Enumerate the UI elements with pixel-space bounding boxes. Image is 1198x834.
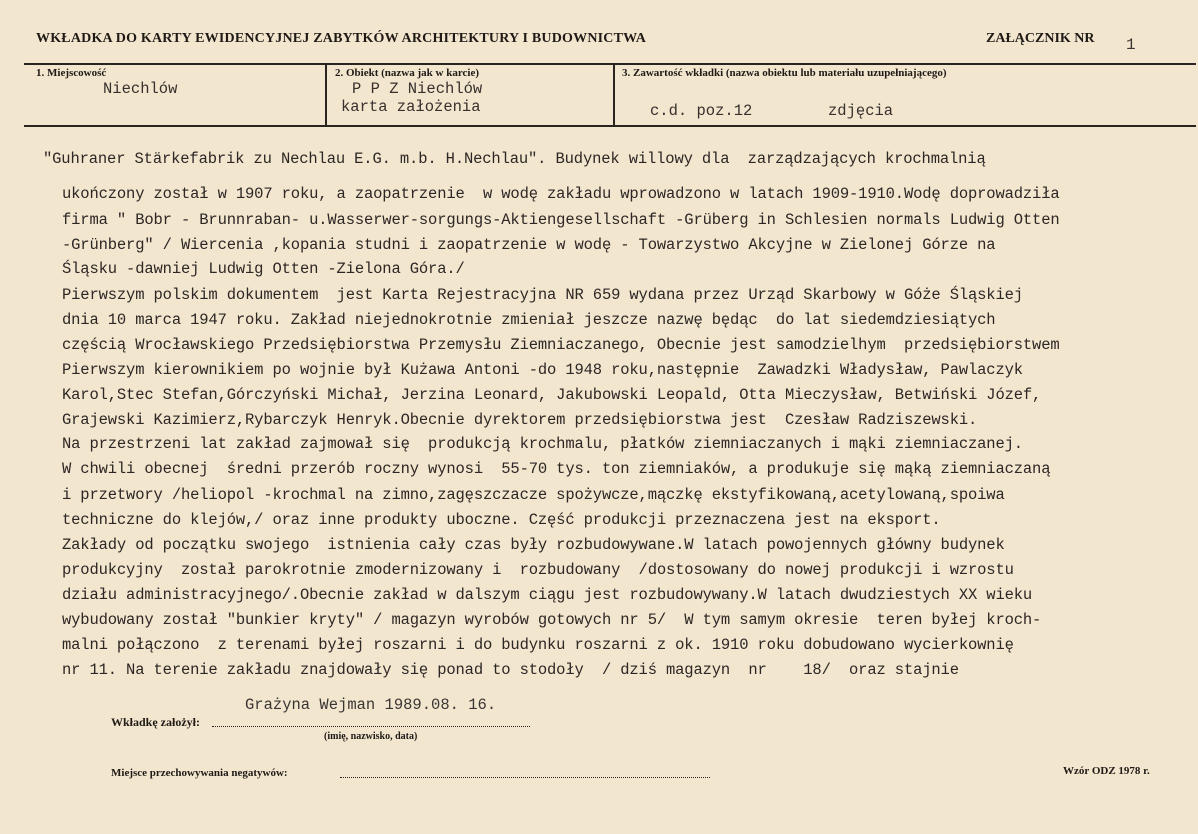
attachment-number: 1 bbox=[1126, 36, 1136, 54]
body-line: Zakłady od początku swojego istnienia cały czas były rozbudowywane.W latach powojennych główny budynek bbox=[62, 536, 1005, 554]
body-line: W chwili obecnej średni przerób roczny wynosi 55-70 tys. ton ziemniaków, a produkuje się mąką ziemniaczaną bbox=[62, 460, 1051, 478]
field-2-value-line2: karta założenia bbox=[341, 98, 481, 116]
body-line: Pierwszym polskim dokumentem jest Karta Rejestracyjna NR 659 wydana przez Urząd Skarbowy w Góże Śląskiej bbox=[62, 286, 1023, 304]
form-code: Wzór ODZ 1978 r. bbox=[1063, 765, 1150, 777]
author-dotted-line bbox=[212, 726, 530, 727]
fields-box bbox=[24, 63, 1196, 127]
body-line: częścią Wrocławskiego Przedsiębiorstwa Przemysłu Ziemniaczanego, Obecnie jest samodzielhym przedsiębiorstwem bbox=[62, 336, 1060, 354]
author-signature-value: Grażyna Wejman 1989.08. 16. bbox=[245, 696, 497, 714]
body-line: i przetwory /heliopol -krochmal na zimno,zagęszczacze spożywcze,mączkę ekstyfikowaną,acetylowaną,spoiwa bbox=[62, 486, 1005, 504]
body-line: nr 11. Na terenie zakładu znajdowały się ponad to stodoły / dziś magazyn nr 18/ oraz stajnie bbox=[62, 661, 959, 679]
field-3-label: 3. Zawartość wkładki (nazwa obiektu lub materiału uzupełniającego) bbox=[622, 67, 947, 79]
field-3-value-position: c.d. poz.12 bbox=[650, 102, 753, 120]
body-line: działu administracyjnego/.Obecnie zakład w dalszym ciągu jest rozbudowywany.W latach dwudziestych XX wieku bbox=[62, 586, 1033, 604]
body-line: Śląsku -dawniej Ludwig Otten -Zielona Góra./ bbox=[62, 260, 465, 278]
field-divider bbox=[613, 63, 615, 127]
field-2-label: 2. Obiekt (nazwa jak w karcie) bbox=[335, 67, 480, 79]
body-line: "Guhraner Stärkefabrik zu Nechlau E.G. m.b. H.Nechlau". Budynek willowy dla zarządzających krochmalnią bbox=[43, 150, 986, 168]
body-line: Pierwszym kierownikiem po wojnie był Kużawa Antoni -do 1948 roku,następnie Zawadzki Władysław, Pawlaczyk bbox=[62, 361, 1023, 379]
field-divider bbox=[325, 63, 327, 127]
negatives-dotted-line bbox=[340, 777, 710, 778]
document-title: WKŁADKA DO KARTY EWIDENCYJNEJ ZABYTKÓW ARCHITEKTURY I BUDOWNICTWA bbox=[36, 31, 647, 46]
body-line: techniczne do klejów,/ oraz inne produkty uboczne. Część produkcji przeznaczena jest na eksport. bbox=[62, 511, 941, 529]
body-line: wybudowany został "bunkier kryty" / magazyn wyrobów gotowych nr 5/ W tym samym okresie teren byłej kroch- bbox=[62, 611, 1042, 629]
body-line: -Grünberg" / Wiercenia ,kopania studni i zaopatrzenie w wodę - Towarzystwo Akcyjne w Zielonej Górze na bbox=[62, 236, 996, 254]
body-line: ukończony został w 1907 roku, a zaopatrzenie w wodę zakładu wprowadzono w latach 1909-1910.Wodę doprowadziła bbox=[62, 185, 1060, 203]
body-line: firma " Bobr - Brunnraban- u.Wasserwer-sorgungs-Aktiengesellschaft -Grüberg in Schlesien normals Ludwig Otten bbox=[62, 211, 1060, 229]
negatives-location-label: Miejsce przechowywania negatywów: bbox=[111, 767, 288, 779]
body-line: produkcyjny został parokrotnie zmodernizowany i rozbudowany /dostosowany do nowej produkcji i wzrostu bbox=[62, 561, 1014, 579]
field-1-value: Niechlów bbox=[103, 80, 178, 98]
body-line: Karol,Stec Stefan,Górczyński Michał, Jerzina Leonard, Jakubowski Leopald, Otta Mieczysław, Betwiński Józef, bbox=[62, 386, 1042, 404]
attachment-label: ZAŁĄCZNIK NR bbox=[986, 31, 1095, 46]
field-1-label: 1. Miejscowość bbox=[36, 67, 107, 79]
body-line: dnia 10 marca 1947 roku. Zakład niejednokrotnie zmieniał jeszcze nazwę będąc do lat siedemdziesiątych bbox=[62, 311, 996, 329]
body-line: malni połączono z terenami byłej roszarni i do budynku roszarni z ok. 1910 roku dobudowano wycierkownię bbox=[62, 636, 1014, 654]
body-line: Grajewski Kazimierz,Rybarczyk Henryk.Obecnie dyrektorem przedsiębiorstwa jest Czesław Radziszewski. bbox=[62, 411, 978, 429]
body-line: Na przestrzeni lat zakład zajmował się produkcją krochmalu, płatków ziemniaczanych i mąki ziemniaczanej. bbox=[62, 435, 1023, 453]
author-label: Wkładkę założył: bbox=[111, 715, 200, 729]
author-sublabel: (imię, nazwisko, data) bbox=[324, 731, 418, 742]
field-2-value-line1: P P Z Niechlów bbox=[352, 80, 483, 98]
field-3-value-photos: zdjęcia bbox=[828, 102, 894, 120]
